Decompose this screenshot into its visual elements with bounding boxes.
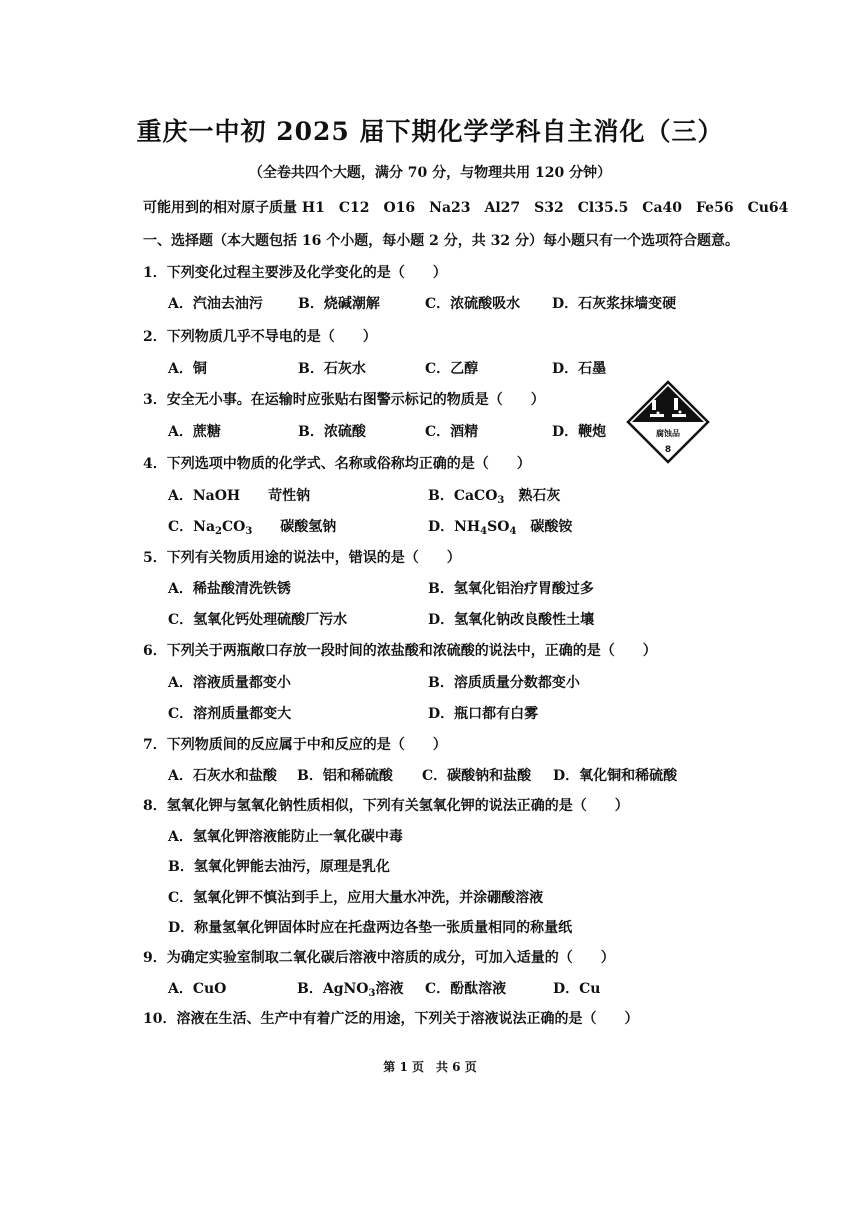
question-1-stem: 1．下列变化过程主要涉及化学变化的是（ ） [143, 265, 447, 281]
section-heading: 一、选择题（本大题包括 16 个小题，每小题 2 分，共 32 分）每小题只有一个选项符合题意。 [143, 233, 739, 249]
q4-option-a: A．NaOH 苛性钠 [168, 488, 311, 504]
q9-option-d: D．Cu [553, 981, 601, 997]
q9-option-a: A．CuO [168, 981, 227, 997]
page-title: 重庆一中初 2025 届下期化学学科自主消化（三） [136, 117, 724, 146]
question-3-stem: 3．安全无小事。在运输时应张贴右图警示标记的物质是（ ） [143, 392, 545, 408]
q1-option-b: B．烧碱潮解 [298, 296, 380, 312]
q3-option-d: D．鞭炮 [552, 424, 607, 440]
q1-option-d: D．石灰浆抹墙变硬 [552, 296, 677, 312]
q7-option-a: A．石灰水和盐酸 [168, 768, 277, 784]
q7-option-c: C．碳酸钠和盐酸 [422, 768, 532, 784]
q1-option-c: C．浓硫酸吸水 [425, 296, 521, 312]
question-6-stem: 6．下列关于两瓶敞口存放一段时间的浓盐酸和浓硫酸的说法中，正确的是（ ） [143, 643, 657, 659]
q1-option-a: A．汽油去油污 [168, 296, 263, 312]
question-2-stem: 2．下列物质几乎不导电的是（ ） [143, 329, 377, 345]
q3-option-b: B．浓硫酸 [298, 424, 366, 440]
q6-option-c: C．溶剂质量都变大 [168, 706, 292, 722]
question-9-stem: 9．为确定实验室制取二氧化碳后溶液中溶质的成分，可加入适量的（ ） [143, 950, 615, 966]
q4-option-b: B．CaCO$_3$ 熟石灰 [428, 488, 561, 506]
hazard-class: 8 [664, 445, 672, 455]
q8-option-b: B．氢氧化钾能去油污，原理是乳化 [168, 859, 390, 875]
q2-option-b: B．石灰水 [298, 361, 366, 377]
q2-option-a: A．铜 [168, 361, 207, 377]
q8-option-c: C．氢氧化钾不慎沾到手上，应用大量水冲洗，并涂硼酸溶液 [168, 890, 544, 906]
q8-option-a: A．氢氧化钾溶液能防止一氧化碳中毒 [168, 829, 403, 845]
q7-option-d: D．氧化铜和稀硫酸 [553, 768, 678, 784]
q5-option-c: C．氢氧化钙处理硫酸厂污水 [168, 612, 348, 628]
q3-option-c: C．酒精 [425, 424, 479, 440]
question-7-stem: 7．下列物质间的反应属于中和反应的是（ ） [143, 737, 447, 753]
question-4-stem: 4．下列选项中物质的化学式、名称或俗称均正确的是（ ） [143, 456, 531, 472]
q8-option-d: D．称量氢氧化钾固体时应在托盘两边各垫一张质量相同的称量纸 [168, 920, 573, 936]
question-8-stem: 8．氢氧化钾与氢氧化钠性质相似，下列有关氢氧化钾的说法正确的是（ ） [143, 798, 629, 814]
question-10-stem: 10．溶液在生活、生产中有着广泛的用途，下列关于溶液说法正确的是（ ） [143, 1011, 639, 1027]
q3-option-a: A．蔗糖 [168, 424, 221, 440]
question-5-stem: 5．下列有关物质用途的说法中，错误的是（ ） [143, 550, 461, 566]
q6-option-a: A．溶液质量都变小 [168, 675, 291, 691]
q2-option-c: C．乙醇 [425, 361, 479, 377]
hazard-label: 腐蚀品 [656, 429, 680, 438]
q5-option-d: D．氢氧化钠改良酸性土壤 [428, 612, 595, 628]
page-footer: 第 1 页 共 6 页 [383, 1060, 477, 1074]
q5-option-b: B．氢氧化铝治疗胃酸过多 [428, 581, 594, 597]
q4-option-d: D．$NH_4SO_4$ 碳酸铵 [428, 519, 573, 537]
q7-option-b: B．铝和稀硫酸 [297, 768, 393, 784]
q9-option-b: B．AgNO$_3$溶液 [297, 981, 404, 999]
q2-option-d: D．石墨 [552, 361, 607, 377]
q4-option-c: C．$Na_2CO_3$ 碳酸氢钠 [168, 519, 337, 537]
q6-option-d: D．瓶口都有白雾 [428, 706, 539, 722]
q5-option-a: A．稀盐酸清洗铁锈 [168, 581, 291, 597]
q6-option-b: B．溶质质量分数都变小 [428, 675, 580, 691]
corrosive-hazard-icon [626, 380, 710, 464]
q9-option-c: C．酚酞溶液 [425, 981, 507, 997]
exam-subtitle: （全卷共四个大题，满分 70 分，与物理共用 120 分钟） [248, 165, 612, 181]
atomic-masses: 可能用到的相对原子质量 H1 C12 O16 Na23 Al27 S32 Cl35.5 Ca40 Fe56 Cu64 [143, 200, 789, 216]
